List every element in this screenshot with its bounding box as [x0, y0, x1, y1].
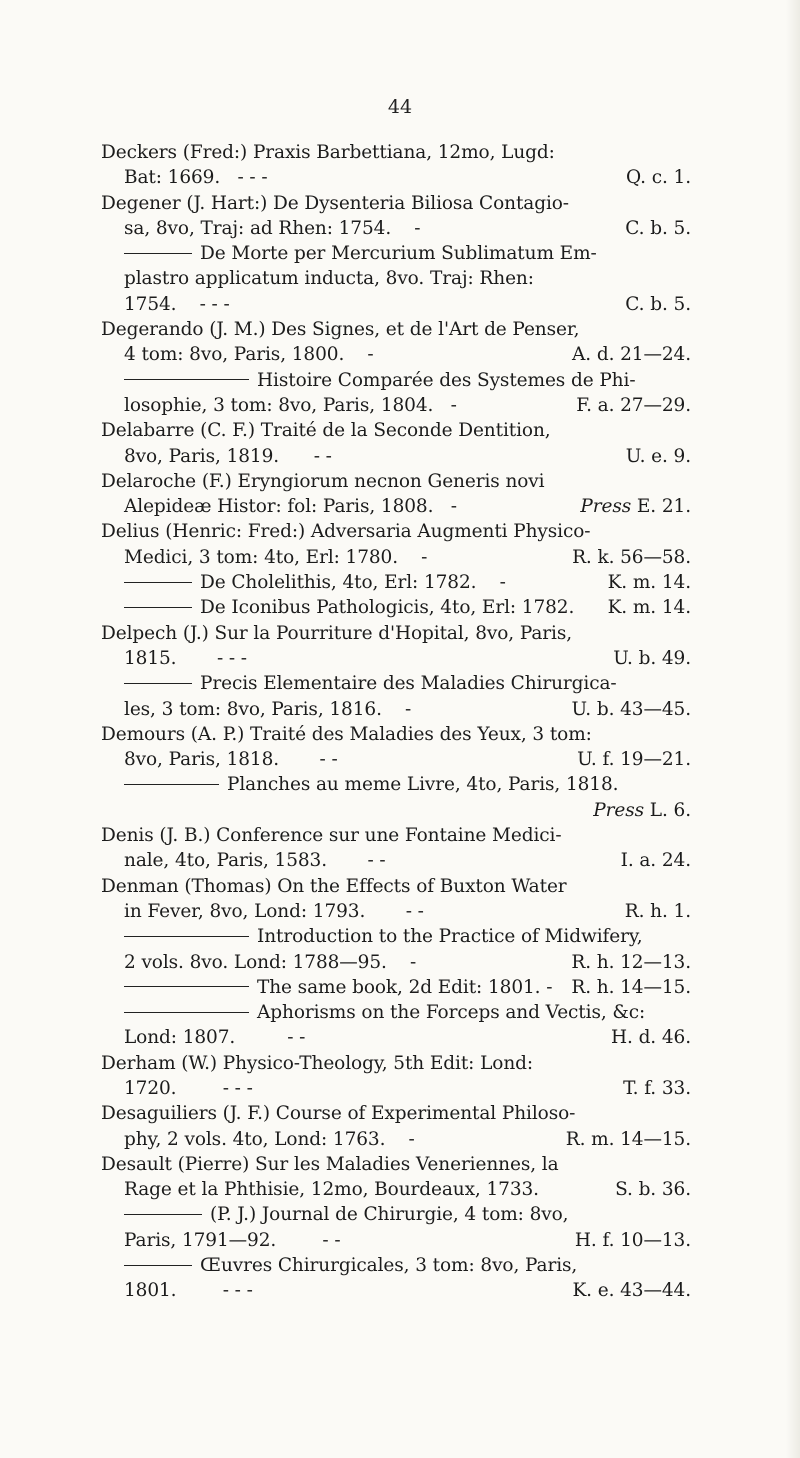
ditto-dash: [124, 936, 249, 937]
catalogue-entry: Derham (W.) Physico-Theology, 5th Edit: Lond: 1720. - - - T. f. 33.: [101, 1051, 691, 1102]
ditto-dash: [124, 582, 192, 583]
catalogue-entry: Precis Elementaire des Maladies Chirurgica- les, 3 tom: 8vo, Paris, 1816. - U. b. 43—45.: [101, 671, 691, 722]
catalogue-entry: Delpech (J.) Sur la Pourriture d'Hopital, 8vo, Paris, 1815. - - - U. b. 49.: [101, 621, 691, 672]
shelf-mark: K. e. 43—44.: [572, 1280, 691, 1302]
ditto-dash: [124, 986, 249, 987]
shelf-mark: U. b. 43—45.: [571, 698, 691, 720]
shelf-mark: S. b. 36.: [615, 1179, 691, 1201]
shelf-mark: K. m. 14.: [607, 572, 691, 594]
catalogue-entry: Degerando (J. M.) Des Signes, et de l'Art de Penser, 4 tom: 8vo, Paris, 1800. - A. d. 21—24.: [101, 317, 691, 368]
catalogue-entry: De Morte per Mercurium Sublimatum Em- plastro applicatum inducta, 8vo. Traj: Rhen: 1754. - - - C. b. 5.: [101, 241, 691, 317]
shelf-mark: K. m. 14.: [607, 597, 691, 619]
shelf-mark: F. a. 27—29.: [576, 394, 691, 416]
ditto-dash: [124, 1214, 202, 1215]
shelf-mark: U. b. 49.: [613, 647, 691, 669]
catalogue-entry: Denman (Thomas) On the Effects of Buxton Water in Fever, 8vo, Lond: 1793. - - R. h. 1.: [101, 874, 691, 925]
shelf-mark: R. m. 14—15.: [565, 1128, 691, 1150]
shelf-mark: C. b. 5.: [625, 293, 691, 315]
catalogue-entry: Desault (Pierre) Sur les Maladies Veneriennes, la Rage et la Phthisie, 12mo, Bourdeaux, 1733. S. b. 36.: [101, 1152, 691, 1203]
shelf-mark: R. h. 14—15.: [571, 976, 691, 998]
catalogue-entry: Œuvres Chirurgicales, 3 tom: 8vo, Paris, 1801. - - - K. e. 43—44.: [101, 1253, 691, 1304]
ditto-dash: [124, 1265, 192, 1266]
catalogue-entry: De Cholelithis, 4to, Erl: 1782. - K. m. 14.: [101, 570, 691, 595]
catalogue-entry: Delaroche (F.) Eryngiorum necnon Generis novi Alepideæ Histor: fol: Paris, 1808. - Press E. 21.: [101, 469, 691, 520]
catalogue-entries: [101, 140, 691, 1304]
shelf-mark: R. h. 12—13.: [571, 951, 691, 973]
shelf-mark: Q. c. 1.: [626, 167, 691, 189]
ditto-dash: [124, 607, 192, 608]
ditto-dash: [124, 1012, 249, 1013]
catalogue-entry: Deckers (Fred:) Praxis Barbettiana, 12mo, Lugd: Bat: 1669. - - - Q. c. 1.: [101, 140, 691, 191]
shelf-mark: Press E. 21.: [580, 496, 691, 518]
page-number: 44: [387, 96, 413, 118]
catalogue-entry: Delabarre (C. F.) Traité de la Seconde Dentition, 8vo, Paris, 1819. - - U. e. 9.: [101, 418, 691, 469]
catalogue-entry: Desaguiliers (J. F.) Course of Experimental Philoso- phy, 2 vols. 4to, Lond: 1763. - R. m. 14—15.: [101, 1101, 691, 1152]
ditto-dash: [124, 253, 192, 254]
catalogue-entry: Planches au meme Livre, 4to, Paris, 1818. Press L. 6.: [101, 772, 691, 823]
catalogue-entry: (P. J.) Journal de Chirurgie, 4 tom: 8vo, Paris, 1791—92. - - H. f. 10—13.: [101, 1202, 691, 1253]
catalogue-entry: Demours (A. P.) Traité des Maladies des Yeux, 3 tom: 8vo, Paris, 1818. - - U. f. 19—21.: [101, 722, 691, 773]
shelf-mark: H. d. 46.: [610, 1027, 691, 1049]
shelf-mark: H. f. 10—13.: [574, 1229, 691, 1251]
shelf-mark: C. b. 5.: [625, 217, 691, 239]
page-edge-shadow: [786, 0, 800, 1458]
shelf-mark: A. d. 21—24.: [572, 344, 691, 366]
ditto-dash: [124, 379, 249, 380]
shelf-mark: I. a. 24.: [620, 850, 691, 872]
catalogue-entry: The same book, 2d Edit: 1801. - R. h. 14—15.: [101, 975, 691, 1000]
shelf-mark: Press L. 6.: [593, 799, 691, 821]
shelf-mark: R. k. 56—58.: [572, 546, 691, 568]
catalogue-entry: Denis (J. B.) Conference sur une Fontaine Medici- nale, 4to, Paris, 1583. - - I. a. 24.: [101, 823, 691, 874]
ditto-dash: [124, 784, 219, 785]
catalogue-entry: Introduction to the Practice of Midwifery, 2 vols. 8vo. Lond: 1788—95. - R. h. 12—13.: [101, 924, 691, 975]
catalogue-entry: De Iconibus Pathologicis, 4to, Erl: 1782. K. m. 14.: [101, 595, 691, 620]
catalogue-entry: Degener (J. Hart:) De Dysenteria Biliosa Contagio- sa, 8vo, Traj: ad Rhen: 1754. - C. b. 5.: [101, 191, 691, 242]
shelf-mark: T. f. 33.: [623, 1077, 691, 1099]
shelf-mark: U. f. 19—21.: [577, 749, 691, 771]
ditto-dash: [124, 683, 192, 684]
shelf-mark: U. e. 9.: [625, 445, 691, 467]
catalogue-entry: Delius (Henric: Fred:) Adversaria Augmenti Physico- Medici, 3 tom: 4to, Erl: 1780. - R. k. 56—58.: [101, 519, 691, 570]
catalogue-entry: Aphorisms on the Forceps and Vectis, &c: Lond: 1807. - - H. d. 46.: [101, 1000, 691, 1051]
catalogue-entry: Histoire Comparée des Systemes de Phi- losophie, 3 tom: 8vo, Paris, 1804. - F. a. 27—29.: [101, 368, 691, 419]
shelf-mark: R. h. 1.: [624, 900, 691, 922]
